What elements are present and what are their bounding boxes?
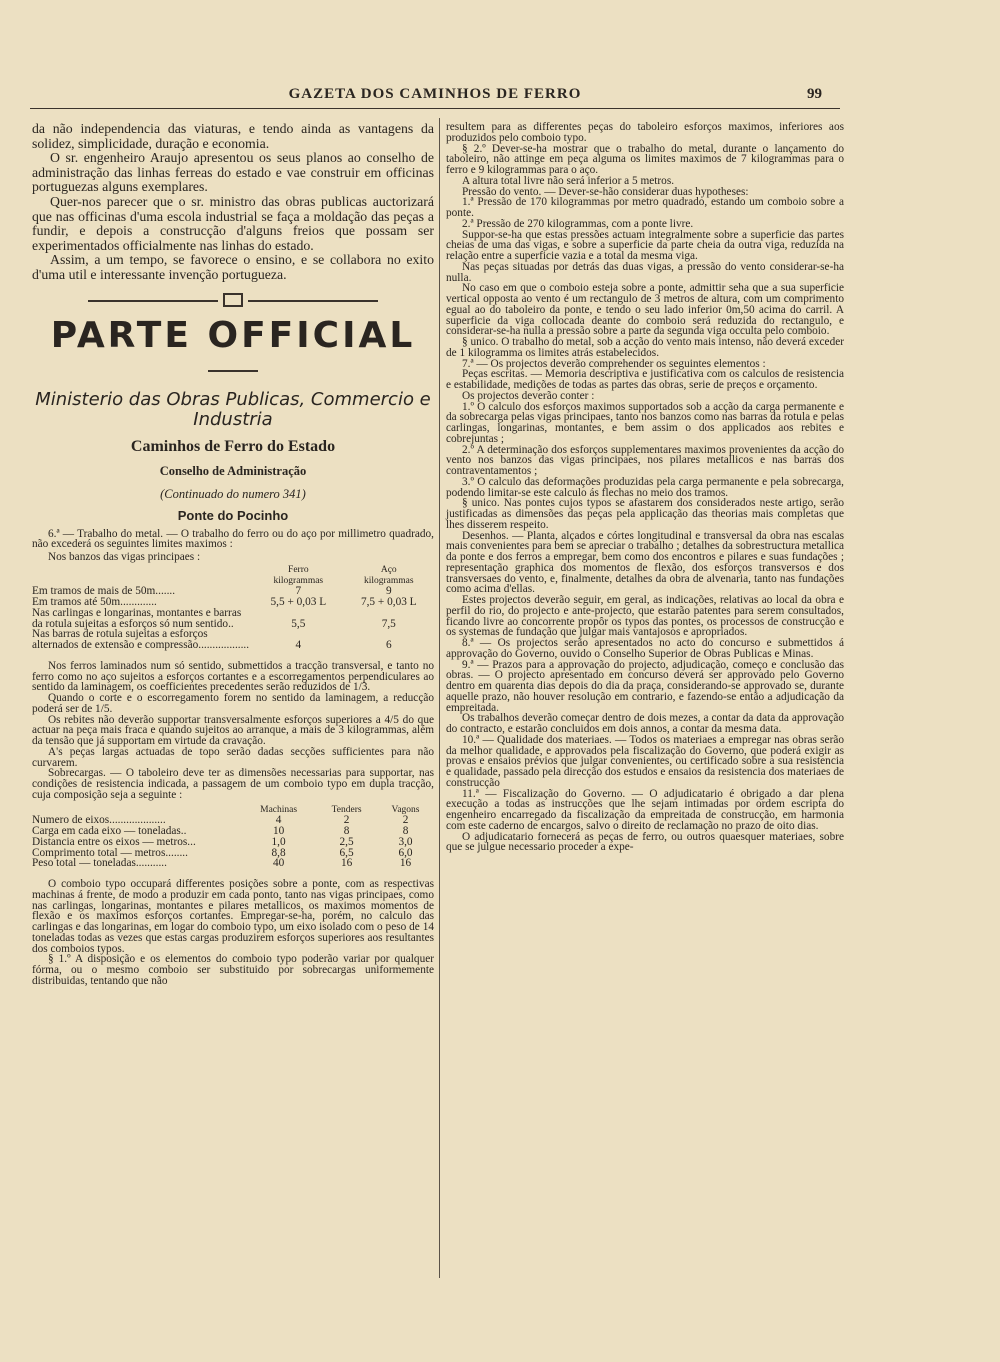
article-body-continued	[446, 122, 844, 853]
unit-label: kilogrammas	[363, 575, 414, 586]
table-row: Em tramos de mais de 50m....... 7 9	[32, 585, 392, 598]
paragraph: Os projectos deverão conter :	[462, 389, 595, 402]
table-row: Carga em cada eixo — toneladas.. 10 8 8	[32, 825, 409, 838]
column-header: Aço	[380, 564, 397, 575]
table-row: Numero de eixos.................... 4 2 2	[32, 814, 409, 827]
right-column	[446, 122, 844, 853]
paragraph: Quando o corte e o escorregamento forem no sentido da laminagem, a reducção poderá ser de 1/5.	[32, 692, 434, 715]
page-number: 99	[807, 86, 822, 102]
column-header: Tenders	[331, 804, 362, 815]
paragraph: 2.ª Pressão de 270 kilogrammas, com a ponte livre.	[462, 217, 694, 230]
paragraph: O adjudicatario fornecerá as peças de ferro, ou outros quaesquer materiaes, sobre que se julgue necessario proceder a expe-	[446, 830, 844, 854]
column-header: Machinas	[260, 804, 298, 815]
ministry-heading: Ministerio das Obras Publicas, Commercio e Industria	[35, 388, 431, 430]
table-row: Nas barras de rotula sujeitas a esforços alternados de extensão e compressão.................. 4 6	[32, 628, 392, 652]
paragraph: § unico. Nas pontes cujos typos se afastarem dos considerados neste artigo, serão justificadas as dimensões das peças pela applicação das theorias mais completas que lhes disserem respeito.	[446, 497, 844, 531]
paragraph: § unico. O trabalho do metal, sob a acção do vento mais intenso, não deverá exceder de 1 kilogramma os limites atrás estabelecidos.	[446, 336, 844, 359]
paragraph: Nos ferros laminados num só sentido, submettidos a tracção transversal, e tanto no ferro como no aço sujeitos a esforços cortantes e a escorregamentos perpendiculares ao sentido da laminagem, os coefficientes precedentes serão reduzidos de 1/3.	[32, 659, 434, 694]
paragraph: 8.ª — Os projectos serão apresentados no acto do concurso e submettidos á approvação do Governo, ouvido o Conselho Superior de Obras Publicas e Minas.	[446, 637, 844, 660]
paragraph: O sr. engenheiro Araujo apresentou os seus planos ao conselho de administração das linhas ferreas do estado e vae construir em officinas portuguezas alguns exemplares.	[32, 150, 434, 195]
paragraph: Nos banzos das vigas principaes :	[48, 551, 201, 564]
paragraph: O comboio typo occupará differentes posições sobre a ponte, com as respectivas machinas á frente, de modo a produzir em cada ponto, tanto nas vigas principaes, como nas carlingas, longarinas, montantes e pilares metallicos, os maximos momentos de flexão e os maximos esforços cortantes. Empregar-se-ha, porém, no calculo das carlingas e das longarinas, em logar do comboio typo, um eixo isolado com o peso de 14 toneladas todas as vezes que estas cargas produzirem esforços superiores aos resultantes dos comboios typos.	[32, 878, 434, 955]
ornament-divider	[88, 293, 378, 309]
paragraph: 1.º O calculo dos esforços maximos supportados sob a acção da carga permanente e da sobrecarga pelas vigas principaes, tanto nos banzos como nas barras da rotula e pelas carlingas, longarinas, montantes, e bem assim o dos applicados aos rebites e cobrejuntas ;	[446, 400, 844, 445]
paragraph: Os rebites não deverão supportar transversalmente esforços superiores a 4/5 do que actuar na peça mais fraca e quando sujeitos ao arranque, a mais de 3 kilogrammas, além da tensão que já supportam em virtude da cravação.	[32, 713, 434, 748]
paragraph: Peças escritas. — Memoria descriptiva e justificativa com os calculos de resistencia e estabilidade, medições de todas as partes das obras, serie de preços e orçamento.	[446, 368, 844, 391]
paragraph: Nas peças situadas por detrás das duas vigas, a pressão do vento considerar-se-ha nulla.	[446, 260, 844, 284]
paragraph: 7.ª — Os projectos deverão comprehender os seguintes elementos :	[462, 357, 766, 370]
section-title: PARTE OFFICIAL	[50, 314, 416, 356]
paragraph: Desenhos. — Planta, alçados e córtes longitudinal e transversal da obra nas escalas mais convenientes para bem se apreciar o trabalho ; detalhes da sobrestructura metallica da ponte e dos ferros a empregar, bem como dos encontros e pilares e suas fundações ; representação graphica dos momentos de flexão, dos esforços transversos e dos transversaes do vento, e, finalmente, detalhes da obra de alvenaria, tanto nas fundações como acima d'ellas.	[446, 529, 844, 596]
paragraph: 3.º O calculo das deformações produzidas pela carga permanente e pela sobrecarga, podendo limitar-se este calculo ás flechas no meio dos tramos.	[446, 475, 844, 499]
paragraph: § 2.º Dever-se-ha mostrar que o trabalho do metal, durante o lançamento do taboleiro, não attinge em peça alguma os limites maximos de 7 kilogrammas para o ferro e 9 kilogrammas para o aço.	[446, 142, 844, 176]
divider	[208, 370, 258, 372]
paragraph: Os trabalhos deverão começar dentro de dois mezes, a contar da data da approvação do contracto, e estarão concluidos em dois annos, a contar da mesma data.	[446, 712, 844, 735]
table-row: Em tramos até 50m............. 5,5 + 0,03 L 7,5 + 0,03 L	[32, 596, 417, 609]
paragraph: 9.ª — Prazos para a approvação do projecto, adjudicação, começo e conclusão das obras. — O projecto apresentado em concurso deverá ser approvado pelo Governo dentro em quarenta dias depois do dia da praça, considerando-se approvado se, durante aquelle prazo, não houver resolução em contrario, e fazendo-se então a adjudicação da empreitada.	[446, 658, 844, 714]
column-divider	[439, 118, 440, 1278]
paragraph: No caso em que o comboio esteja sobre a ponte, admittir seha que a sua superficie vertical opposta ao vento é um rectangulo de 3 metros de altura, com um comprimento egual ao do taboleiro da ponte, e tendo o seu lado inferior 0m,50 acima do carril. A superficie da viga collocada deante do comboio será reduzida do rectangulo, e considerar-se-ha nulla a pressão sobre a parte da segunda viga occulta pelo comboio.	[446, 282, 844, 338]
column-header: Ferro	[288, 564, 309, 575]
bridge-heading: Ponte do Pocinho	[177, 507, 289, 523]
paragraph: A's peças largas actuadas de topo serão dadas secções sufficientes para não curvarem.	[32, 745, 434, 769]
paragraph: § 1.º A disposição e os elementos do comboio typo poderão variar por qualquer fórma, ou o mesmo comboio ser substituido por sobrecargas uniformemente distribuidas, tentando que não	[32, 953, 434, 987]
left-column	[32, 122, 434, 987]
intro-article	[32, 122, 434, 283]
paragraph: da não independencia das viaturas, e tendo ainda as vantagens da solidez, simplicidade, duração e economia.	[32, 121, 434, 151]
table-row: Nas carlingas e longarinas, montantes e barras da rotula sujeitas a esforços só num sentido.. 5,5 7,5	[32, 606, 396, 630]
table-row: Comprimento total — metros........ 8,8 6,5 6,0	[32, 846, 413, 859]
paragraph: 2.º A determinação dos esforços supplementares maximos provenientes da acção do vento nos banzos das vigas principaes, nos pilares metallicos e nas barras dos contraventamentos ;	[446, 443, 844, 477]
table-row: Peso total — toneladas........... 40 16 16	[32, 857, 412, 870]
article-body	[32, 529, 434, 563]
table-row: Distancia entre os eixos — metros... 1,0 2,5 3,0	[32, 835, 413, 848]
column-header: Vagons	[391, 804, 420, 815]
railway-heading: Caminhos de Ferro do Estado	[130, 437, 336, 455]
continued-note: (Continuado do numero 341)	[160, 486, 306, 501]
paragraph: Suppor-se-ha que estas pressões actuam integralmente sobre a superficie das partes cheias de uma das vigas, e sobre a superficie da parte cheia da outra viga, reduzida na relação entre a superficie vazia e a total da mesma viga.	[446, 228, 844, 262]
page-header	[30, 86, 840, 109]
limits-table	[32, 565, 434, 651]
paragraph: 11.ª — Fiscalização do Governo. — O adjudicatario é obrigado a dar plena execução a todas as instrucções que lhe sejam intimadas por ordem escripta do engenheiro encarregado da fiscalização da empreitada de construcção, em harmonia com este caderno de encargos, salvo o direito de reclamação no prazo de oito dias.	[446, 787, 844, 832]
article-body	[32, 879, 434, 987]
council-heading: Conselho de Administração	[159, 463, 307, 478]
paragraph: Estes projectos deverão seguir, em geral, as indicações, relativas ao local da obra e perfil do rio, do projecto e ante-projecto, que estarão patentes para serem consultados, ficando livre ao concorrente propôr os typos das pontes, os processos de construcção e os systemas de fundação que julgar mais vantajosos e apropriados.	[446, 594, 844, 639]
paragraph: Quer-nos parecer que o sr. ministro das obras publicas auctorizará que nas officinas d'uma escola industrial se faça a moldação das peças a fundir, e depois a construcção d'alguns freios que possam ser experimentados officialmente nas linhas do estado.	[32, 193, 434, 253]
paragraph: A altura total livre não será inferior a 5 metros.	[462, 174, 675, 187]
unit-label: kilogrammas	[273, 575, 324, 586]
paragraph: Assim, a um tempo, se favorece o ensino, e se collabora no exito d'uma util e interessante invenção portugueza.	[32, 252, 434, 282]
article-body	[32, 661, 434, 801]
paragraph: resultem para as differentes peças do taboleiro esforços maximos, inferiores aos produzidos pelo comboio typo.	[446, 121, 844, 144]
paragraph: 1.ª Pressão de 170 kilogrammas por metro quadrado, estando um comboio sobre a ponte.	[446, 196, 844, 219]
train-composition-table	[32, 805, 434, 870]
paragraph: 10.ª — Qualidade dos materiaes. — Todos os materiaes a empregar nas obras serão da melhor qualidade, e approvados pela fiscalização do Governo, que poderá exigir as provas e ensaios prévios que julgar convenientes, ou certificado sobre a sua resistencia e qualidade, passado pela direcção dos estudos e ensaios da resistencia dos materiaes de construcção	[446, 733, 844, 789]
paragraph: Pressão do vento. — Dever-se-hão considerar duas hypotheses:	[462, 185, 749, 198]
paragraph: Sobrecargas. — O taboleiro deve ter as dimensões necessarias para supportar, nas condições de resistencia indicada, a passagem de um comboio typo em dupla tracção, cuja composição seja a seguinte :	[32, 767, 434, 801]
paragraph: 6.ª — Trabalho do metal. — O trabalho do ferro ou do aço por millimetro quadrado, não excederá os seguintes limites maximos :	[32, 527, 434, 551]
journal-title: GAZETA DOS CAMINHOS DE FERRO	[288, 86, 582, 102]
